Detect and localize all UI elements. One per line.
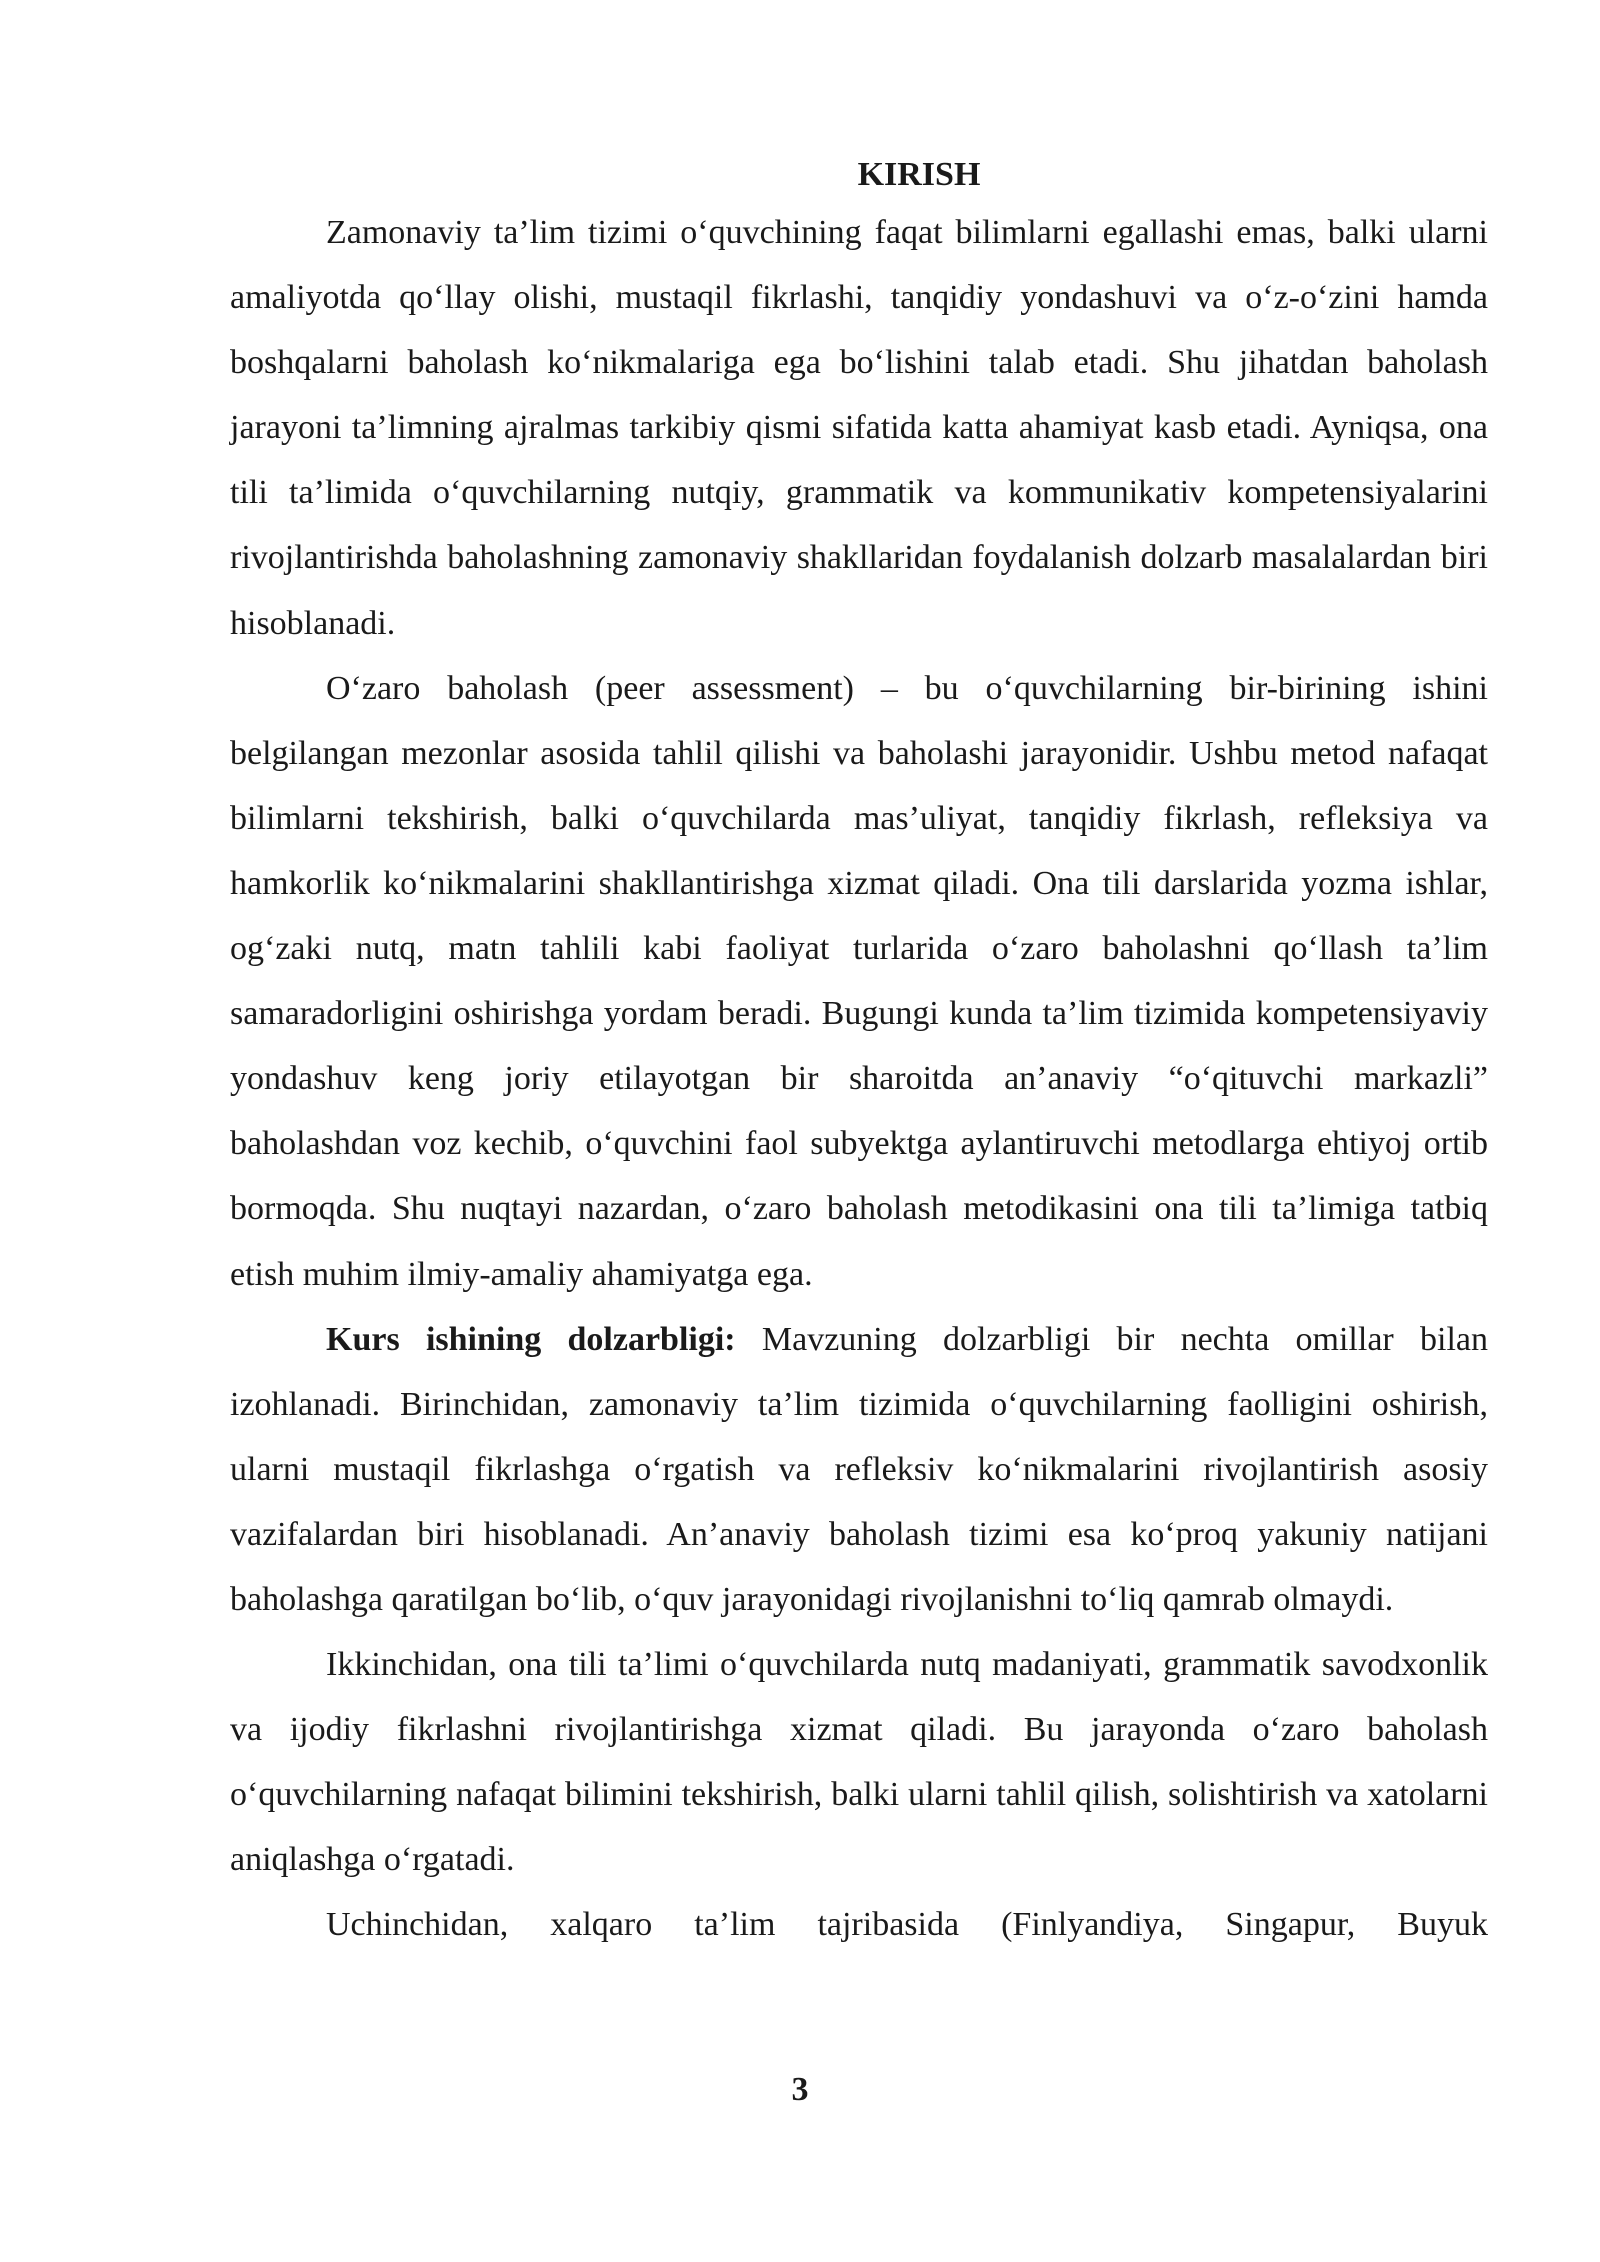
- page-number: 3: [791, 2071, 809, 2108]
- page-heading: KIRISH: [857, 156, 981, 193]
- paragraph-text: Mavzuning dolzarbligi bir nechta omillar bilan izohlanadi. Birinchidan, zamonaviy ta’lim tizimida o‘quvchilarning faolligini oshirish, ularni mustaqil fikrlashga o‘rgatish va refleksiv ko‘nikmalarini rivojlantirish asosiy vazifalardan biri hisoblanadi. An’anaviy baholash tizimi esa ko‘proq yakuniy natijani baholashga qaratilgan bo‘lib, o‘quv jarayonidagi rivojlanishni to‘liq qamrab olmaydi.: [230, 1320, 1488, 1618]
- paragraph-intro: [230, 200, 1488, 656]
- paragraph-third-reason: [230, 1892, 1488, 1957]
- paragraph-second-reason: [230, 1632, 1488, 1892]
- paragraph-peer-assessment: [230, 656, 1488, 1307]
- paragraph-text: Ikkinchidan, ona tili ta’limi o‘quvchilarda nutq madaniyati, grammatik savodxonlik va ijodiy fikrlashni rivojlantirishga xizmat qiladi. Bu jarayonda o‘zaro baholash o‘quvchilarning nafaqat bilimini tekshirish, balki ularni tahlil qilish, solishtirish va xatolarni aniqlashga o‘rgatadi.: [230, 1646, 1488, 1879]
- paragraph-text: Uchinchidan, xalqaro ta’lim tajribasida (Finlyandiya, Singapur, Buyuk: [326, 1906, 1488, 1944]
- paragraph-lead: Kurs ishining dolzarbligi:: [326, 1320, 736, 1358]
- paragraph-relevance: [230, 1307, 1488, 1632]
- paragraph-text: Zamonaviy ta’lim tizimi o‘quvchining faqat bilimlarni egallashi emas, balki ularni amaliyotda qo‘llay olishi, mustaqil fikrlashi, tanqidiy yondashuvi va o‘z-o‘zini hamda boshqalarni baholash ko‘nikmalariga ega bo‘lishini talab etadi. Shu jihatdan baholash jarayoni ta’limning ajralmas tarkibiy qismi sifatida katta ahamiyat kasb etadi. Ayniqsa, ona tili ta’limida o‘quvchilarning nutqiy, grammatik va kommunikativ kompetensiyalarini rivojlantirishda baholashning zamonaviy shakllaridan foydalanish dolzarb masalalardan biri hisoblanadi.: [230, 214, 1488, 642]
- paragraph-text: O‘zaro baholash (peer assessment) – bu o‘quvchilarning bir-birining ishini belgilangan mezonlar asosida tahlil qilishi va baholashi jarayonidir. Ushbu metod nafaqat bilimlarni tekshirish, balki o‘quvchilarda mas’uliyat, tanqidiy fikrlash, refleksiya va hamkorlik ko‘nikmalarini shakllantirishga xizmat qiladi. Ona tili darslarida yozma ishlar, og‘zaki nutq, matn tahlili kabi faoliyat turlarida o‘zaro baholashni qo‘llash ta’lim samaradorligini oshirishga yordam beradi. Bugungi kunda ta’lim tizimida kompetensiyaviy yondashuv keng joriy etilayotgan bir sharoitda an’anaviy “o‘qituvchi markazli” baholashdan voz kechib, o‘quvchini faol subyektga aylantiruvchi metodlarga ehtiyoj ortib bormoqda. Shu nuqtayi nazardan, o‘zaro baholash metodikasini ona tili ta’limiga tatbiq etish muhim ilmiy-amaliy ahamiyatga ega.: [230, 669, 1488, 1293]
- document-page: [230, 150, 1488, 1958]
